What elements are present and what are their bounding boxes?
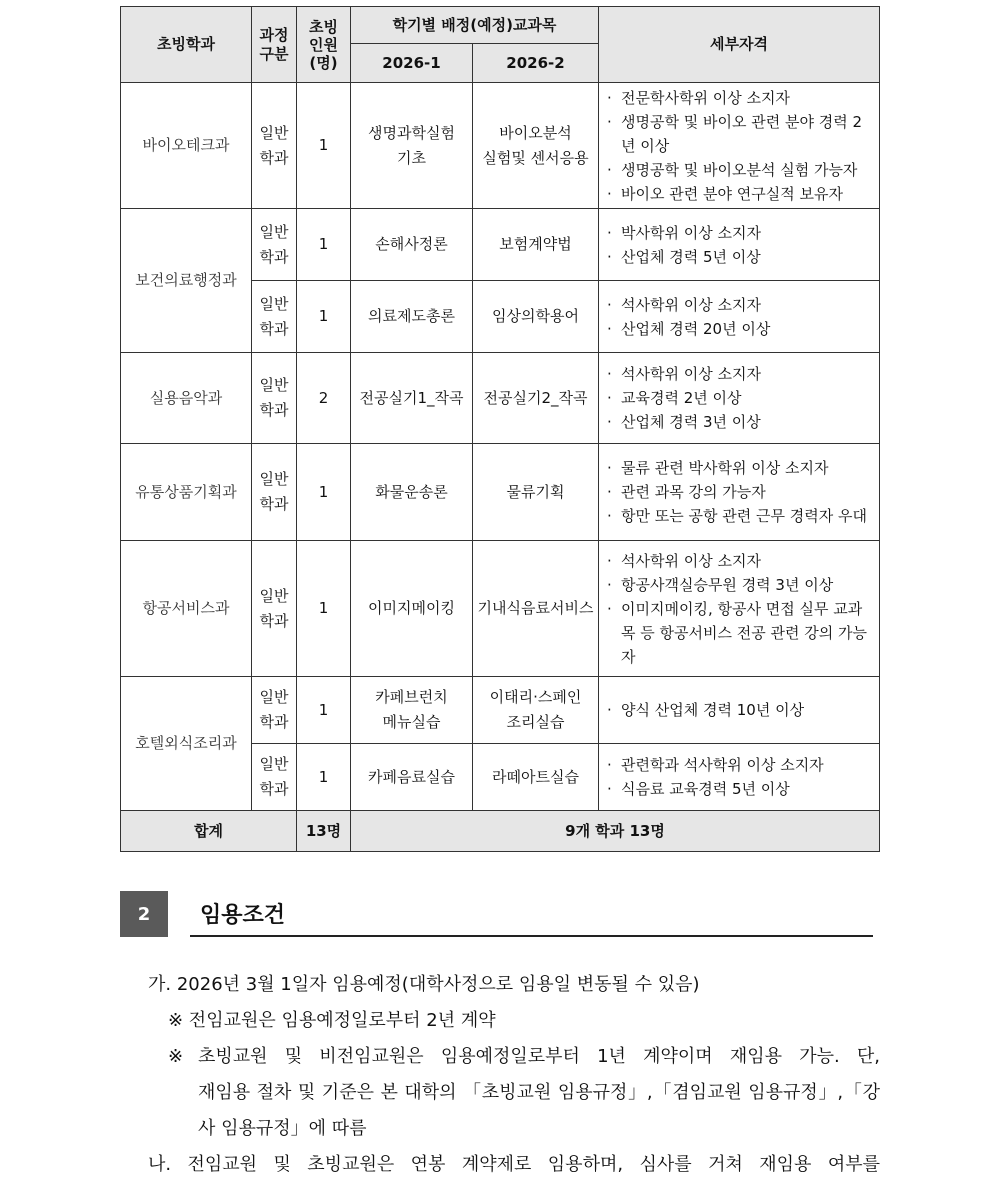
qualification-item — [607, 597, 873, 669]
qualification-text: 바이오 관련 분야 연구실적 보유자 — [621, 184, 843, 203]
qualification-item — [607, 549, 873, 573]
qualification-item — [607, 698, 873, 722]
header-dept: 초빙학과 — [121, 7, 252, 83]
sem1-subject-cell: 이미지메이킹 — [351, 541, 473, 677]
note-visiting-contract — [168, 1039, 880, 1147]
paragraph-ga: 가. 2026년 3월 1일자 임용예정(대학사정으로 임용일 변동될 수 있음) — [148, 974, 700, 995]
qualification-text: 물류 관련 박사학위 이상 소지자 — [621, 459, 829, 477]
qualification-text: 산업체 경력 5년 이상 — [621, 247, 761, 266]
header-count: 초빙 인원 (명) — [297, 7, 351, 83]
qualification-item — [607, 158, 873, 182]
header-sem1: 2026-1 — [351, 44, 473, 83]
qualification-text: 관련 과목 강의 가능자 — [621, 483, 766, 501]
dept-cell: 보건의료행정과 — [121, 209, 252, 353]
note-line-2: 재임용 절차 및 기준은 본 대학의 「초빙교원 임용규정」,「겸임교원 임용규정」,「강 — [198, 1082, 880, 1103]
table-row — [121, 209, 880, 281]
recruitment-table — [120, 6, 880, 852]
dept-cell: 유통상품기획과 — [121, 444, 252, 541]
sem2-subject-cell: 보험계약법 — [473, 209, 599, 281]
qualification-item — [607, 573, 873, 597]
table-row — [121, 444, 880, 541]
qualifications-cell — [599, 83, 880, 209]
qualification-item — [607, 777, 873, 801]
qualification-text: 석사학위 이상 소지자 — [621, 295, 761, 314]
paragraph-na: 나. 전임교원 및 초빙교원은 연봉 계약제로 임용하며, 심사를 거쳐 재임용 여부를 — [148, 1154, 880, 1175]
sem1-subject-cell: 의료제도총론 — [351, 281, 473, 353]
total-count: 13명 — [297, 811, 351, 852]
dept-cell: 항공서비스과 — [121, 541, 252, 677]
section-number-badge: 2 — [120, 891, 168, 937]
qualification-text: 생명공학 및 바이오 관련 분야 경력 2년 이상 — [621, 112, 863, 155]
sem1-subject-cell: 카페브런치 메뉴실습 — [351, 677, 473, 744]
qualification-item — [607, 293, 873, 317]
sem2-subject-cell: 이태리·스페인 조리실습 — [473, 677, 599, 744]
course-type-cell: 일반 학과 — [252, 353, 297, 444]
total-row — [121, 811, 880, 852]
table-body — [121, 83, 880, 852]
dept-cell: 호텔외식조리과 — [121, 677, 252, 811]
sem2-subject-cell: 바이오분석 실험및 센서응용 — [473, 83, 599, 209]
course-type-cell: 일반 학과 — [252, 744, 297, 811]
qualifications-cell — [599, 677, 880, 744]
qualification-text: 생명공학 및 바이오분석 실험 가능자 — [621, 160, 858, 179]
bullet-dot: · — [607, 701, 612, 719]
qualifications-cell — [599, 353, 880, 444]
header-qualifications: 세부자격 — [599, 7, 880, 83]
qualification-text: 식음료 교육경력 5년 이상 — [621, 780, 790, 798]
qualification-text: 박사학위 이상 소지자 — [621, 223, 761, 242]
qualification-item — [607, 480, 873, 504]
bullet-dot: · — [607, 295, 612, 314]
bullet-dot: · — [607, 507, 612, 525]
qualifications-cell — [599, 209, 880, 281]
bullet-dot: · — [607, 459, 612, 477]
qualification-item — [607, 410, 873, 434]
table-row — [121, 677, 880, 744]
bullet-dot: · — [607, 575, 612, 594]
qualification-text: 이미지메이킹, 항공사 면접 실무 교과목 등 항공서비스 전공 관련 강의 가능자 — [621, 599, 867, 666]
qualification-item — [607, 456, 873, 480]
count-cell: 2 — [297, 353, 351, 444]
qualification-text: 산업체 경력 20년 이상 — [621, 319, 771, 338]
section-divider — [190, 935, 873, 937]
count-cell: 1 — [297, 83, 351, 209]
qualification-item — [607, 182, 873, 206]
header-subjects: 학기별 배정(예정)교과목 — [351, 7, 599, 44]
sem2-subject-cell: 물류기획 — [473, 444, 599, 541]
bullet-dot: · — [607, 160, 612, 179]
qualification-text: 양식 산업체 경력 10년 이상 — [621, 701, 805, 719]
bullet-dot: · — [607, 756, 612, 774]
count-cell: 1 — [297, 444, 351, 541]
qualifications-cell — [599, 281, 880, 353]
qualification-item — [607, 221, 873, 245]
qualification-item — [607, 245, 873, 269]
qualification-item — [607, 317, 873, 341]
header-sem2: 2026-2 — [473, 44, 599, 83]
qualification-text: 전문학사학위 이상 소지자 — [621, 88, 790, 107]
qualification-text: 항만 또는 공항 관련 근무 경력자 우대 — [621, 507, 867, 525]
count-cell: 1 — [297, 744, 351, 811]
total-label: 합계 — [121, 811, 297, 852]
qualification-item — [607, 362, 873, 386]
bullet-dot: · — [607, 112, 612, 131]
bullet-dot: · — [607, 413, 612, 431]
qualification-text: 석사학위 이상 소지자 — [621, 365, 761, 383]
qualification-text: 항공사객실승무원 경력 3년 이상 — [621, 575, 834, 594]
qualifications-cell — [599, 744, 880, 811]
total-summary: 9개 학과 13명 — [351, 811, 880, 852]
qualification-text: 산업체 경력 3년 이상 — [621, 413, 761, 431]
sem1-subject-cell: 생명과학실험 기초 — [351, 83, 473, 209]
qualifications-cell — [599, 444, 880, 541]
course-type-cell: 일반 학과 — [252, 677, 297, 744]
table-row — [121, 353, 880, 444]
sem2-subject-cell: 전공실기2_작곡 — [473, 353, 599, 444]
sem1-subject-cell: 카페음료실습 — [351, 744, 473, 811]
bullet-dot: · — [607, 223, 612, 242]
bullet-dot: · — [607, 247, 612, 266]
qualifications-cell — [599, 541, 880, 677]
bullet-dot: · — [607, 88, 612, 107]
count-cell: 1 — [297, 541, 351, 677]
qualification-text: 관련학과 석사학위 이상 소지자 — [621, 756, 824, 774]
bullet-dot: · — [607, 551, 612, 570]
bullet-dot: · — [607, 483, 612, 501]
qualification-item — [607, 86, 873, 110]
bullet-dot: · — [607, 780, 612, 798]
qualification-item — [607, 753, 873, 777]
bullet-dot: · — [607, 599, 612, 618]
qualification-item — [607, 110, 873, 158]
sem2-subject-cell: 라떼아트실습 — [473, 744, 599, 811]
bullet-dot: · — [607, 184, 612, 203]
bullet-dot: · — [607, 365, 612, 383]
dept-cell: 바이오테크과 — [121, 83, 252, 209]
section-title: 임용조건 — [200, 903, 286, 928]
count-cell: 1 — [297, 209, 351, 281]
course-type-cell: 일반 학과 — [252, 281, 297, 353]
count-cell: 1 — [297, 677, 351, 744]
qualification-text: 교육경력 2년 이상 — [621, 389, 742, 407]
sem1-subject-cell: 손해사정론 — [351, 209, 473, 281]
sem2-subject-cell: 기내식음료서비스 — [473, 541, 599, 677]
qualification-item — [607, 504, 873, 528]
count-cell: 1 — [297, 281, 351, 353]
course-type-cell: 일반 학과 — [252, 209, 297, 281]
course-type-cell: 일반 학과 — [252, 444, 297, 541]
course-type-cell: 일반 학과 — [252, 541, 297, 677]
note-line-3: 사 임용규정」에 따름 — [198, 1118, 367, 1139]
qualification-text: 석사학위 이상 소지자 — [621, 551, 761, 570]
table-row — [121, 541, 880, 677]
qualification-item — [607, 386, 873, 410]
dept-cell: 실용음악과 — [121, 353, 252, 444]
bullet-dot: · — [607, 389, 612, 407]
note-fulltime-contract: ※ 전임교원은 임용예정일로부터 2년 계약 — [168, 1010, 496, 1031]
sem1-subject-cell: 전공실기1_작곡 — [351, 353, 473, 444]
course-type-cell: 일반 학과 — [252, 83, 297, 209]
table-row — [121, 83, 880, 209]
bullet-dot: · — [607, 319, 612, 338]
header-course-type: 과정 구분 — [252, 7, 297, 83]
sem2-subject-cell: 임상의학용어 — [473, 281, 599, 353]
note-line-1: 초빙교원 및 비전임교원은 임용예정일로부터 1년 계약이며 재임용 가능. 단, — [198, 1046, 880, 1067]
sem1-subject-cell: 화물운송론 — [351, 444, 473, 541]
note-mark: ※ — [168, 1046, 184, 1067]
